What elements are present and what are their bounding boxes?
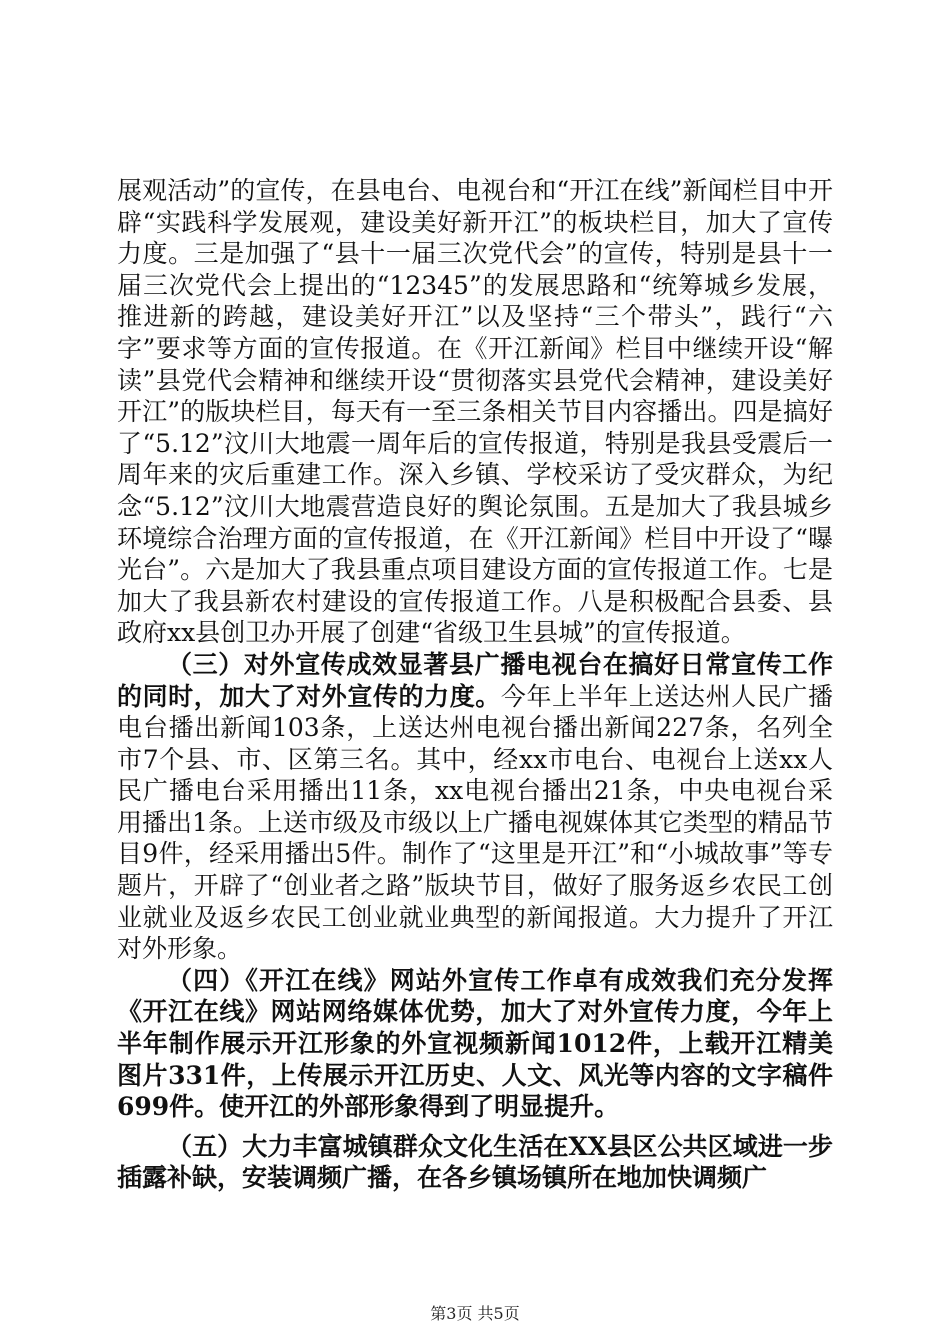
paragraph-heading: （四）《开江在线》网站外宣传工作卓有成效我们充分发挥《开江在线》网站网络媒体优势，加大了对外宣传力度，今年上半年制作展示开江形象的外宣视频新闻1012件，上载开江精美图片331件，上传展示开江历史、人文、风光等内容的文字稿件699件。使开江的外部形象得到了明显提升。: [117, 965, 833, 1122]
paragraph-heading: （三）对外宣传成效显著县广播电视台在搞好日常宣传工作的同时，加大了对外宣传的力度。: [117, 649, 833, 711]
document-body: [117, 175, 833, 1194]
paragraph-text: 展观活动”的宣传，在县电台、电视台和“开江在线”新闻栏目中开辟“实践科学发展观，建设美好新开江”的板块栏目，加大了宣传力度。三是加强了“县十一届三次党代会”的宣传，特别是县十一届三次党代会上提出的“12345”的发展思路和“统筹城乡发展，推进新的跨越，建设美好开江”以及坚持“三个带头”，践行“六字”要求等方面的宣传报道。在《开江新闻》栏目中继续开设“解读”县党代会精神和继续开设“贯彻落实县党代会精神，建设美好开江”的版块栏目，每天有一至三条相关节目内容播出。四是搞好了“5.12”汶川大地震一周年后的宣传报道，特别是我县受震后一周年来的灾后重建工作。深入乡镇、学校采访了受灾群众，为纪念“5.12”汶川大地震营造良好的舆论氛围。五是加大了我县城乡环境综合治理方面的宣传报道，在《开江新闻》栏目中开设了“曝光台”。六是加大了我县重点项目建设方面的宣传报道工作。七是加大了我县新农村建设的宣传报道工作。八是积极配合县委、县政府xx县创卫办开展了创建“省级卫生县城”的宣传报道。: [117, 176, 833, 648]
paragraph-continuation: [117, 175, 833, 649]
page-number-footer: 第3页 共5页: [430, 1304, 520, 1323]
paragraph-text: 今年上半年上送达州人民广播电台播出新闻103条，上送达州电视台播出新闻227条，名列全市7个县、市、区第三名。其中，经xx市电台、电视台上送xx人民广播电台采用播出11条，xx电视台播出21条，中央电视台采用播出1条。上送市级及市级以上广播电视媒体其它类型的精品节目9件，经采用播出5件。制作了“这里是开江”和“小城故事”等专题片，开辟了“创业者之路”版块节目，做好了服务返乡农民工创业就业及返乡农民工创业就业典型的新闻报道。大力提升了开江对外形象。: [117, 681, 833, 964]
paragraph-website-publicity: [117, 965, 833, 1123]
paragraph-external-publicity: [117, 649, 833, 965]
paragraph-cultural-life: [117, 1131, 833, 1194]
paragraph-heading: （五）大力丰富城镇群众文化生活在XX县区公共区域进一步插露补缺，安装调频广播，在各乡镇场镇所在地加快调频广: [117, 1131, 833, 1193]
